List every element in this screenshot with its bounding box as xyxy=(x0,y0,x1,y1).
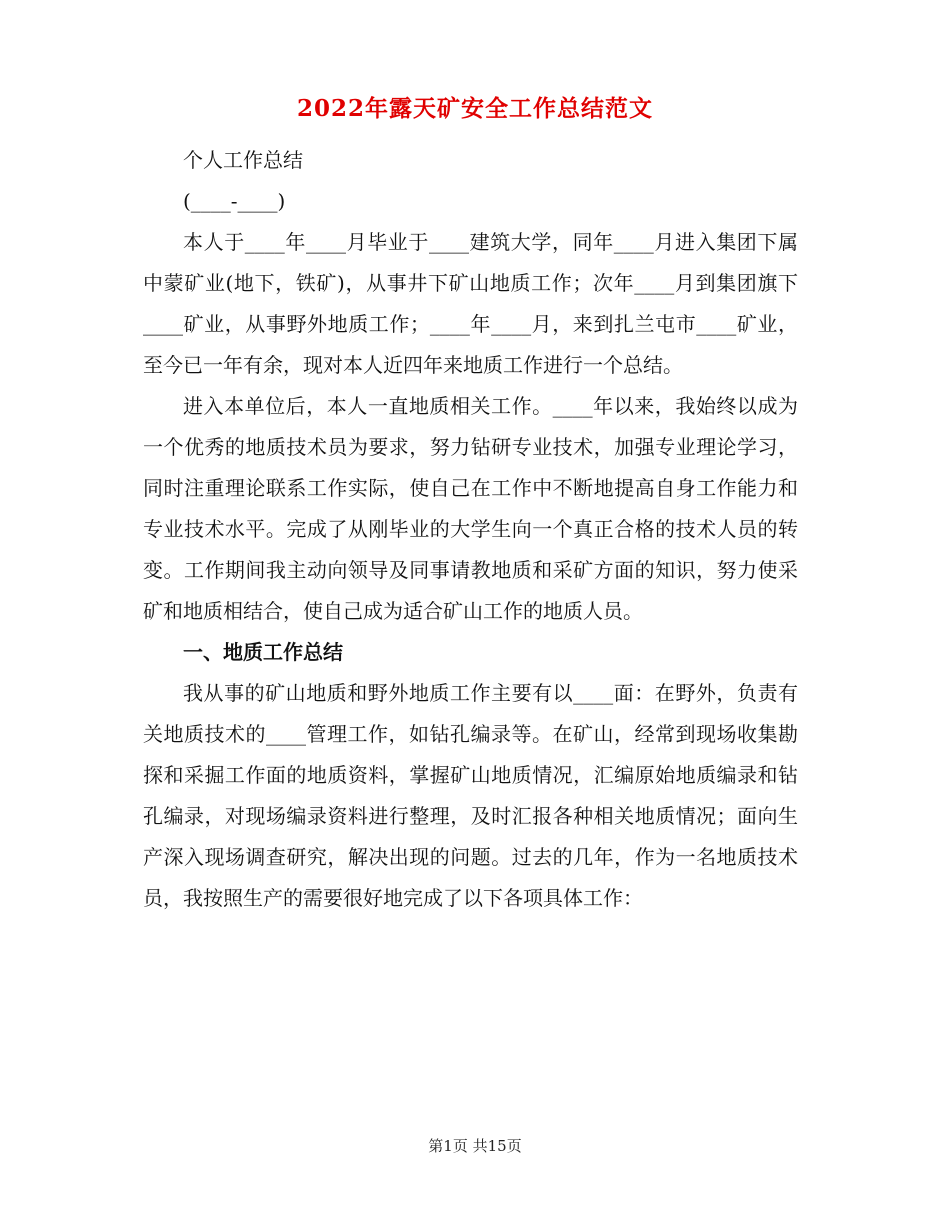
section-heading-geology: 一、地质工作总结 xyxy=(183,640,343,664)
paragraph-subtitle: 个人工作总结 xyxy=(183,148,303,172)
document-body xyxy=(143,140,798,919)
paragraph-work-experience: 进入本单位后，本人一直地质相关工作。____年以来，我始终以成为一个优秀的地质技术员为要求，努力钻研专业技术，加强专业理论学习，同时注重理论联系工作实际，使自己在工作中不断地提高自身工作能力和专业技术水平。完成了从刚毕业的大学生向一个真正合格的技术人员的转变。工作期间我主动向领导及同事请教地质和采矿方面的知识，努力使采矿和地质相结合，使自己成为适合矿山工作的地质人员。 xyxy=(143,394,798,623)
document-title: 2022年露天矿安全工作总结范文 xyxy=(296,95,653,122)
paragraph-date-range: (____-____) xyxy=(183,189,286,213)
paragraph-geology-work: 我从事的矿山地质和野外地质工作主要有以____面：在野外，负责有关地质技术的____管理工作，如钻孔编录等。在矿山，经常到现场收集勘探和采掘工作面的地质资料，掌握矿山地质情况，汇编原始地质编录和钻孔编录，对现场编录资料进行整理，及时汇报各种相关地质情况；面向生产深入现场调查研究，解决出现的问题。过去的几年，作为一名地质技术员，我按照生产的需要很好地完成了以下各项具体工作： xyxy=(143,681,798,910)
paragraph-intro: 本人于____年____月毕业于____建筑大学，同年____月进入集团下属中蒙矿业(地下，铁矿)，从事井下矿山地质工作；次年____月到集团旗下____矿业，从事野外地质工作；____年____月，来到扎兰屯市____矿业，至今已一年有余，现对本人近四年来地质工作进行一个总结。 xyxy=(143,230,798,377)
page-number-footer: 第1页 共15页 xyxy=(428,1137,522,1155)
